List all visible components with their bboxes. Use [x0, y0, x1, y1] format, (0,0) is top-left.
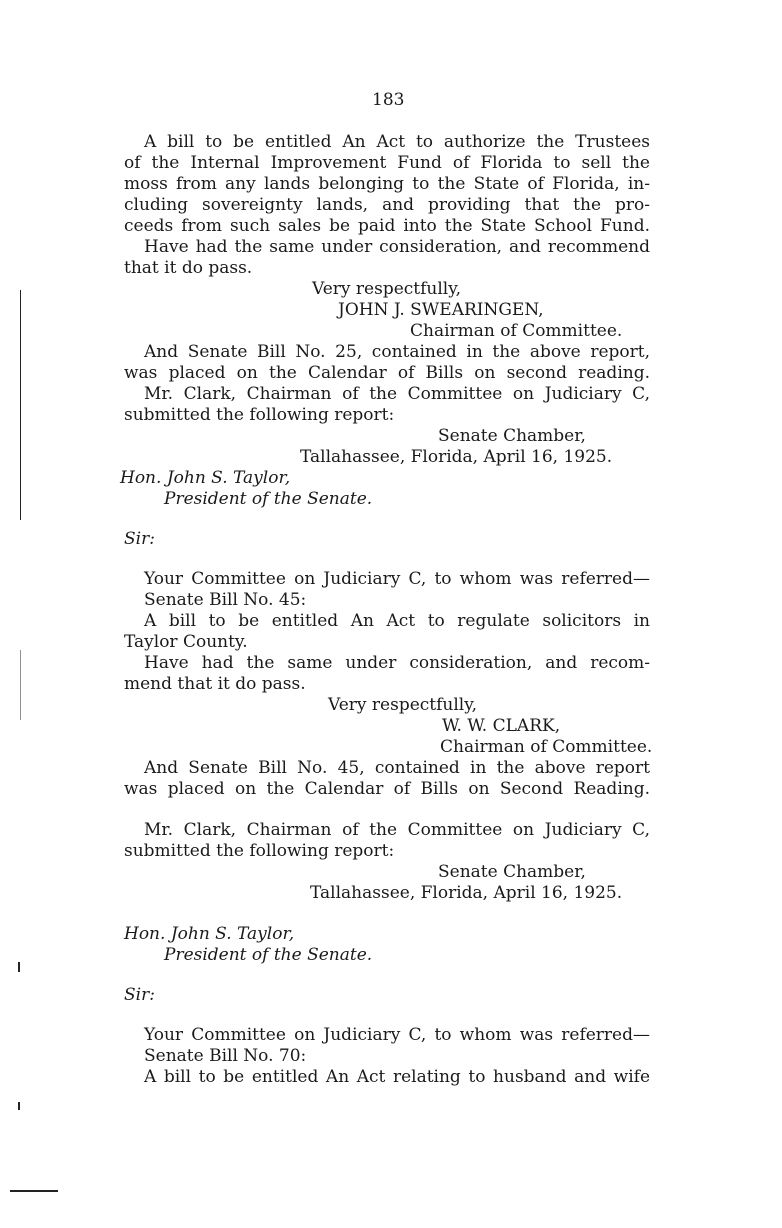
scan-mark: [20, 650, 21, 720]
bill-text-line: A bill to be entitled An Act to regulate solicitors in: [144, 611, 650, 631]
bill-text-line: ceeds from such sales be paid into the State School Fund.: [124, 216, 650, 236]
bill-text-line: A bill to be entitled An Act relating to husband and wife: [144, 1067, 650, 1087]
report-intro-line: submitted the following report:: [124, 405, 395, 425]
consideration-line: mend that it do pass.: [124, 674, 306, 694]
closing: Very respectfully,: [312, 279, 461, 299]
page-number: 183: [372, 90, 405, 110]
signer-name: JOHN J. SWEARINGEN,: [338, 300, 544, 320]
consideration-line: that it do pass.: [124, 258, 253, 278]
date-line: Tallahassee, Florida, April 16, 1925.: [300, 447, 613, 467]
bill-text-line: of the Internal Improvement Fund of Florida to sell the: [124, 153, 650, 173]
referred-line: Your Committee on Judiciary C, to whom was referred—: [144, 569, 650, 589]
scan-mark: [18, 962, 20, 972]
addressee: Hon. John S. Taylor,: [124, 924, 295, 944]
addressee-title: President of the Senate.: [164, 489, 373, 509]
bill-text-line: Taylor County.: [124, 632, 248, 652]
signer-name: W. W. CLARK,: [442, 716, 561, 736]
bill-text-line: A bill to be entitled An Act to authorize the Trustees: [144, 132, 650, 152]
addressee-title: President of the Senate.: [164, 945, 373, 965]
date-line: Tallahassee, Florida, April 16, 1925.: [310, 883, 623, 903]
placed-line: And Senate Bill No. 25, contained in the above report,: [144, 342, 650, 362]
addressee: Hon. John S. Taylor,: [120, 468, 291, 488]
consideration-line: Have had the same under consideration, and recom-: [144, 653, 650, 673]
scan-mark: [10, 1190, 58, 1192]
consideration-line: Have had the same under consideration, and recommend: [144, 237, 650, 257]
referred-line: Your Committee on Judiciary C, to whom was referred—: [144, 1025, 650, 1045]
signer-title: Chairman of Committee.: [410, 321, 623, 341]
scan-mark: [20, 290, 21, 520]
closing: Very respectfully,: [328, 695, 477, 715]
salutation: Sir:: [124, 529, 155, 549]
report-intro-line: submitted the following report:: [124, 841, 395, 861]
bill-number: Senate Bill No. 70:: [144, 1046, 307, 1066]
signer-title: Chairman of Committee.: [440, 737, 653, 757]
salutation: Sir:: [124, 985, 155, 1005]
report-intro-line: Mr. Clark, Chairman of the Committee on Judiciary C,: [144, 384, 650, 404]
placed-line: And Senate Bill No. 45, contained in the above report: [144, 758, 650, 778]
scan-mark: [18, 1102, 20, 1110]
placed-line: was placed on the Calendar of Bills on Second Reading.: [124, 779, 650, 799]
location: Senate Chamber,: [438, 862, 586, 882]
bill-text-line: moss from any lands belonging to the State of Florida, in-: [124, 174, 650, 194]
bill-text-line: cluding sovereignty lands, and providing that the pro-: [124, 195, 650, 215]
bill-number: Senate Bill No. 45:: [144, 590, 307, 610]
placed-line: was placed on the Calendar of Bills on second reading.: [124, 363, 650, 383]
location: Senate Chamber,: [438, 426, 586, 446]
report-intro-line: Mr. Clark, Chairman of the Committee on Judiciary C,: [144, 820, 650, 840]
